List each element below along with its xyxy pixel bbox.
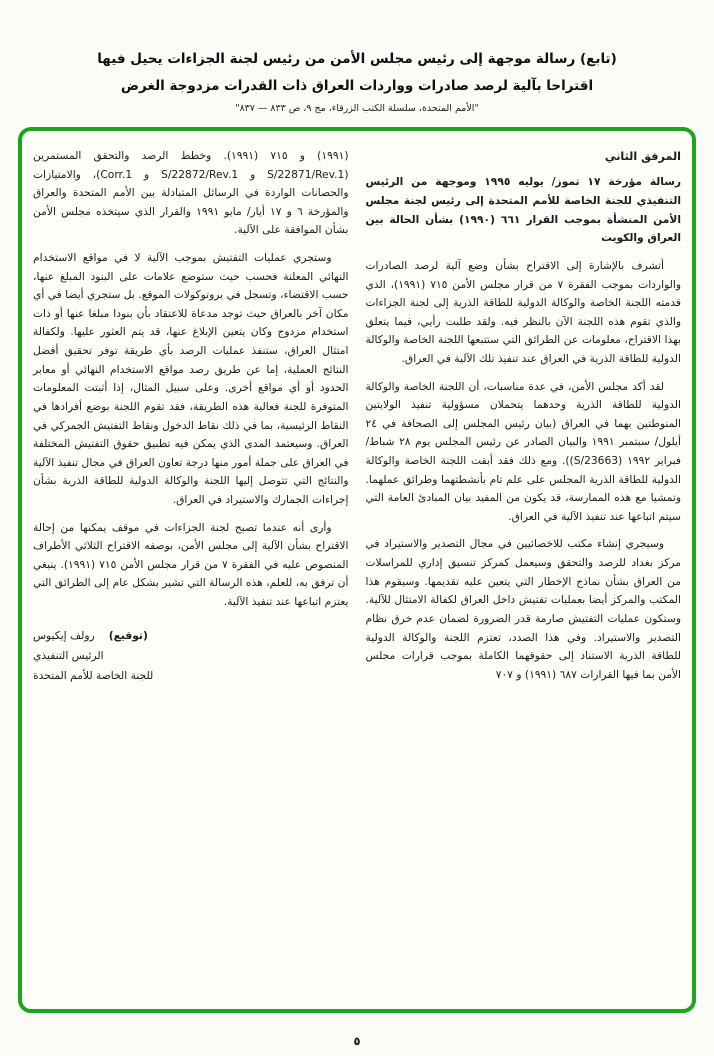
column-right	[366, 147, 682, 999]
paragraph: أتشرف بالإشارة إلى الاقتراح بشأن وضع آلية لرصد الصادرات والواردات بموجب الفقرة ٧ من قرار مجلس الأمن ٧١٥ (١٩٩١)، الذي قدمته اللجنة الخاصة والوكالة الدولية للطاقة الذرية إلى لجنة الجزاءات والذي تقوم هذه اللجنة الآن بالنظر فيه. ولقد طلبت رأيي، فيما يتعلق بهذا الاقتراح، معلومات عن الطرائق التي ستتبعها اللجنة الخاصة والوكالة الدولية للطاقة الذرية في العراق عند تنفيذ تلك الآلية في العراق.	[365, 258, 681, 365]
header-title-line2: اقتراحا بآلية لرصد صادرات وواردات العراق ذات القدرات مزدوجة الغرض	[120, 78, 594, 94]
signature-block	[33, 626, 349, 687]
paragraph: وسيجري إنشاء مكتب للاخصائيين في مجال التصدير والاستيراد في مركز بغداد للرصد والتحقق وسيعمل كمركز تنسيق إداري للمراسلات من العراق بشأن نماذج الإخطار التي يتعين عليه تقديمها. وسيقوم هذا المكتب والمركز أيضا بعمليات تفتيش داخل العراق لكفالة الامتثال للآلية. وستكون عمليات التفتيش صارمة قدر الضرورة لضمان عدم خرق نظام التصدير والاستيراد. وفي هذا الصدد، تعتزم اللجنة والوكالة الدولية للطاقة الذرية الاستناد إلى حقوقهما الكاملة بموجب قرارات مجلس الأمن بما فيها القرارات ٦٨٧ (١٩٩١) و ٧٠٧	[365, 537, 681, 681]
signed-label: (توقيع)	[108, 628, 148, 642]
signatory-title: الرئيس التنفيذي	[33, 648, 104, 662]
paragraph: وأرى أنه عندما تصبح لجنة الجزاءات في موقف يمكنها من إحالة الاقتراح بشأن الآلية إلى مجلس الأمن، بوصفه الاقتراح الثلاثي الأطراف المنصوص عليه في الفقرة ٧ من قرار مجلس الأمن ٧١٥ (١٩٩١). ينبغي أن ترفق به، للعلم، هذه الرسالة التي تشير بشكل عام إلى الطرائق التي يعتزم اتباعها عند تنفيذ الآلية.	[33, 520, 349, 609]
content-frame	[18, 127, 696, 1013]
paragraph-continuation: (١٩٩١) و ٧١٥ (١٩٩١). وخطط الرصد والتحقق المستمرين (S/22871/Rev.1 و S/22872/Rev.1 و Corr.1)، والامتيازات والحصانات الواردة في الرسائل المتبادلة بين الأمم المتحدة والعراق والمؤرخة ٦ و ١٧ أيار/ مايو ١٩٩١ والقرار الذي سيتخذه مجلس الأمن بشأن الموافقة على الآلية.	[33, 149, 349, 237]
column-left	[33, 147, 349, 999]
signatory-organization: للجنة الخاصة للأمم المتحدة	[33, 669, 154, 683]
document-header	[0, 0, 714, 114]
two-column-text	[33, 147, 681, 999]
annex-subtitle: رسالة مؤرخة ١٧ تموز/ يوليه ١٩٩٥ وموجهة من الرئيس التنفيذي للجنة الخاصة للأمم المتحدة إلى رئيس لجنة مجلس الأمن المنشأة بموجب القرار ٦٦١ (١٩٩٠) بشأن الحالة بين العراق والكويت	[365, 175, 682, 245]
paragraph: لقد أكد مجلس الأمن، في عدة مناسبات، أن اللجنة الخاصة والوكالة الدولية للطاقة الذرية وحدهما يتحملان مسؤولية تنفيذ الولايتين المنوطتين بهما في العراق (بيان رئيس المجلس إلى الصحافة في ٢٤ أيلول/ سبتمبر ١٩٩١ والبيان الصادر عن رئيس المجلس يوم ٢٨ شباط/ فبراير ١٩٩٢ (S/23663)). ومع ذلك فقد أبقت اللجنة الخاصة والوكالة الدولية للطاقة الذرية المجلس على علم تام بأنشطتهما وطرائق عملهما. وتمشيا مع هذه الممارسة، قد يكون من المفيد بيان المبادئ العامة التي سيتم اتباعها عند تنفيذ الآلية في العراق.	[365, 379, 681, 523]
signature-line	[33, 626, 349, 646]
paragraph: وستجري عمليات التفتيش بموجب الآلية لا في مواقع الاستخدام النهائي المعلنة فحسب حيث ستوضع علامات على البنود المبلغ عنها، حسب الاقتضاء، وتسجل في بروتوكولات الموقع. بل ستجري أيضا في أي مكان آخر بالعراق حيث توجد مدعاة للاعتقاد بأن بنودا مبلغا عنها أو ذات استخدام مزدوج وكان يتعين الإبلاغ عنها، قد يتم العثور عليها. ولكفالة امتثال العراق، ستنفذ عمليات الرصد بأي طريقة توفر تحقيق أفضل النتائج العملية، إما عن طريق رصد مواقع الاستخدام النهائي أو معابر الحدود أو أي مواقع أخرى. وعلى سبيل المثال، إذا أثبتت المعلومات المتوفرة للجنة فعالية هذه الطريقة، فقد تقوم اللجنة بوضع أفرادها في النقاط الرئيسية، بما في ذلك نقاط الدخول ونقاط التفتيش الجمركي في العراق. وسيعتمد المدى الذي يمكن فيه تطبيق حقوق التفتيش المختلفة في العراق على جملة أمور منها درجة تعاون العراق في مجال تنفيذ الآلية والنتائج التي تتوصل إليها اللجنة والوكالة الدولية للطاقة الذرية بشأن إجراءات الجمارك والاستيراد في العراق.	[33, 251, 349, 506]
header-title-line1: (تابع) رسالة موجهة إلى رئيس مجلس الأمن من رئيس لجنة الجزاءات يحيل فيها	[97, 51, 617, 67]
header-source-note: "الأمم المتحدة، سلسلة الكتب الزرقاء، مج ٩، ص ٨٣٣ — ٨٣٧"	[235, 103, 479, 114]
page-number: ٥	[353, 1034, 361, 1048]
annex-title: المرفق الثاني	[604, 150, 681, 163]
signatory-name: رولف إيكيوس	[33, 628, 95, 642]
